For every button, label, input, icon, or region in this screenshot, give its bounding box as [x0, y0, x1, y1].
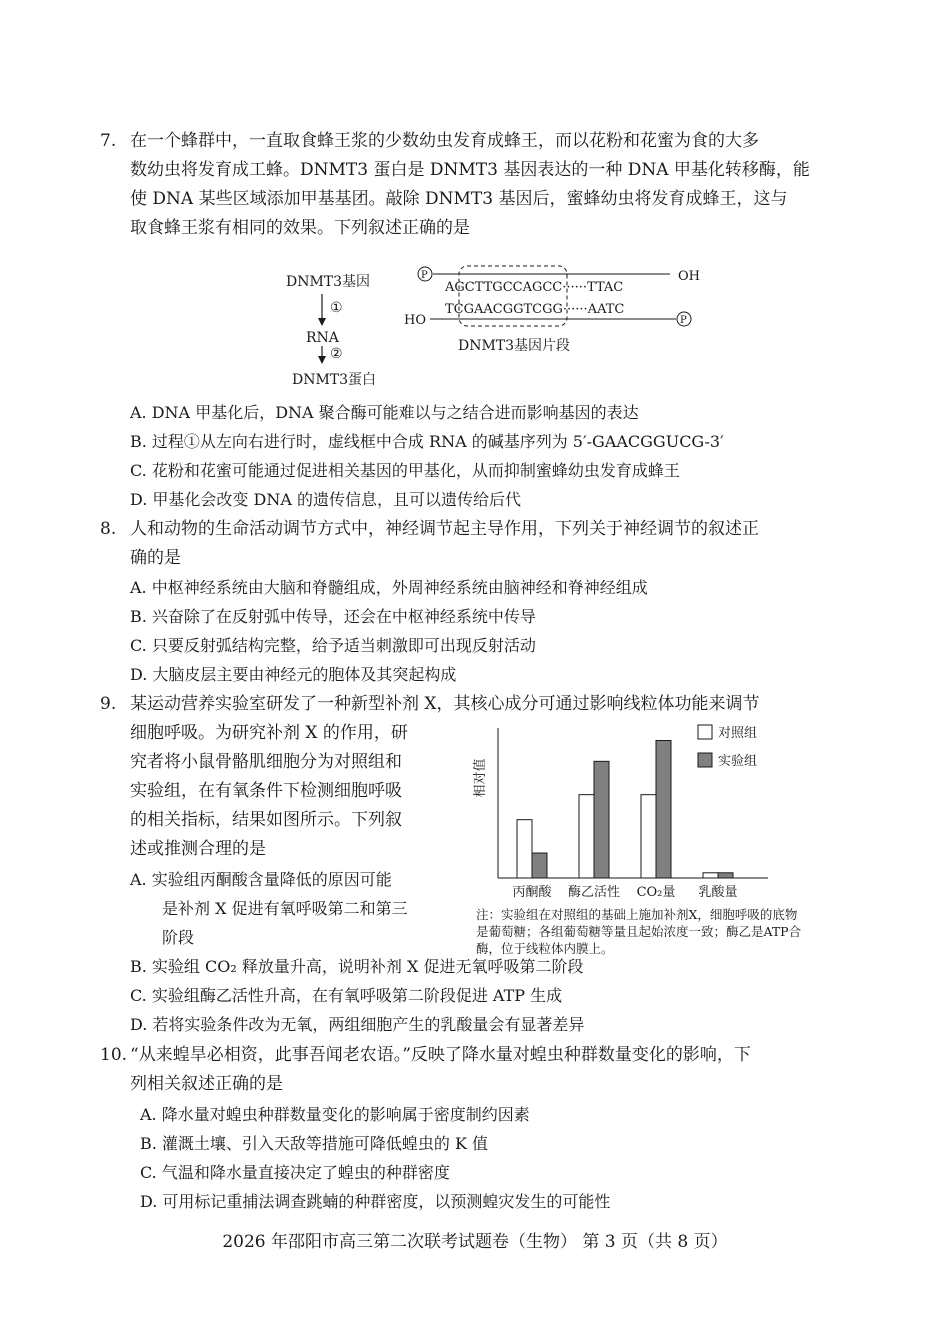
q9-stem-line: 究者将小鼠骨骼肌细胞分为对照组和	[130, 752, 402, 772]
q7-stem-line: 取食蜂王浆有相同的效果。下列叙述正确的是	[130, 218, 470, 238]
q9-option-d: D. 若将实验条件改为无氧，两组细胞产生的乳酸量会有显著差异	[130, 1015, 585, 1034]
dashed-box	[459, 266, 567, 326]
q10-option-a: A. 降水量对蝗虫种群数量变化的影响属于密度制约因素	[140, 1105, 530, 1124]
q9-stem-line: 某运动营养实验室研发了一种新型补剂 X，其核心成分可通过影响线粒体功能来调节	[130, 694, 760, 714]
q9-stem-line: 的相关指标，结果如图所示。下列叙	[130, 810, 402, 830]
q7-number: 7.	[100, 131, 117, 151]
legend-label-control: 对照组	[718, 726, 758, 741]
page-footer: 2026 年邵阳市高三第二次联考试题卷（生物） 第 3 页（共 8 页）	[222, 1232, 728, 1252]
bar-experiment-2	[656, 741, 671, 879]
q8-stem-line: 人和动物的生命活动调节方式中，神经调节起主导作用，下列关于神经调节的叙述正	[130, 519, 759, 539]
bar-control-3	[703, 873, 718, 878]
q9-option-b: B. 实验组 CO₂ 释放量升高，说明补剂 X 促进无氧呼吸第二阶段	[130, 957, 584, 976]
bar-control-2	[641, 795, 656, 878]
q8-stem-line: 确的是	[130, 548, 181, 568]
q9-option-a: A. 实验组丙酮酸含量降低的原因可能	[130, 870, 392, 889]
q8-option-d: D. 大脑皮层主要由神经元的胞体及其突起构成	[130, 665, 457, 684]
strand-bottom-sequence: TCGAACGGTCGG······AATC	[445, 302, 625, 317]
x-tick-label: 乳酸量	[698, 885, 738, 900]
strand-top-sequence: AGCTTGCCAGCC······TTAC	[445, 280, 624, 295]
figure-caption: DNMT3基因片段	[458, 338, 571, 354]
x-tick-label: 丙酮酸	[512, 885, 552, 900]
figure-protein-label: DNMT3蛋白	[292, 372, 377, 388]
q10-option-c: C. 气温和降水量直接决定了蝗虫的种群密度	[140, 1163, 450, 1182]
bar-experiment-1	[594, 761, 609, 878]
q9-option-a-cont: 阶段	[162, 928, 195, 947]
chart-note-line: 是葡萄糖；各组葡萄糖等量且起始浓度一致；酶乙是ATP合	[476, 924, 802, 939]
phosphate-top: P	[421, 270, 428, 281]
q10-option-d: D. 可用标记重捕法调查跳蝻的种群密度，以预测蝗灾发生的可能性	[140, 1192, 611, 1211]
q7-stem-line: 在一个蜂群中，一直取食蜂王浆的少数幼虫发育成蜂王，而以花粉和花蜜为食的大多	[130, 131, 759, 151]
chart-note-line: 酶，位于线粒体内膜上。	[476, 941, 614, 956]
q7-option-d: D. 甲基化会改变 DNA 的遗传信息，且可以遗传给后代	[130, 490, 521, 509]
legend-swatch-control	[698, 725, 712, 739]
chart-note-line: 注：实验组在对照组的基础上施加补剂X，细胞呼吸的底物	[476, 907, 798, 922]
figure-gene-label: DNMT3基因	[286, 274, 371, 290]
x-tick-label: CO₂量	[636, 885, 676, 900]
q7-stem-line: 使 DNA 某些区域添加甲基基团。敲除 DNMT3 基因后，蜜蜂幼虫将发育成蜂王，这与	[130, 189, 788, 209]
bar-control-0	[517, 820, 532, 878]
respiration-bar-chart	[466, 718, 866, 908]
chart-ylabel: 相对值	[473, 758, 488, 798]
x-tick-label: 酶乙活性	[567, 885, 621, 900]
figure-step1: ①	[330, 300, 343, 316]
q7-option-c: C. 花粉和花蜜可能通过促进相关基因的甲基化，从而抑制蜜蜂幼虫发育成蜂王	[130, 461, 680, 480]
q8-option-c: C. 只要反射弧结构完整，给予适当刺激即可出现反射活动	[130, 636, 536, 655]
bar-control-1	[579, 795, 594, 878]
dnmt3-figure	[280, 262, 720, 392]
oh-label: OH	[678, 269, 700, 284]
q7-option-a: A. DNA 甲基化后，DNA 聚合酶可能难以与之结合进而影响基因的表达	[130, 403, 639, 422]
q7-option-b: B. 过程①从左向右进行时，虚线框中合成 RNA 的碱基序列为 5′-GAACGGUCG-3′	[130, 432, 724, 451]
q8-number: 8.	[100, 519, 117, 539]
ho-label: HO	[404, 313, 426, 328]
q8-option-b: B. 兴奋除了在反射弧中传导，还会在中枢神经系统中传导	[130, 607, 536, 626]
bar-experiment-0	[532, 853, 547, 878]
legend-swatch-experiment	[698, 753, 712, 767]
q10-option-b: B. 灌溉土壤、引入天敌等措施可降低蝗虫的 K 值	[140, 1134, 489, 1153]
q10-stem-line: 列相关叙述正确的是	[130, 1074, 283, 1094]
figure-step2: ②	[330, 346, 343, 362]
legend-label-experiment: 实验组	[718, 754, 758, 769]
bar-experiment-3	[718, 873, 733, 878]
q9-number: 9.	[100, 694, 117, 714]
q9-option-a-cont: 是补剂 X 促进有氧呼吸第二和第三	[162, 899, 408, 918]
q9-option-c: C. 实验组酶乙活性升高，在有氧呼吸第二阶段促进 ATP 生成	[130, 986, 563, 1005]
q9-stem-line: 实验组，在有氧条件下检测细胞呼吸	[130, 781, 402, 801]
q10-stem-line: “从来蝗旱必相资，此事吾闻老农语。”反映了降水量对蝗虫种群数量变化的影响，下	[130, 1045, 751, 1065]
q10-number: 10.	[100, 1045, 128, 1065]
q9-stem-line: 细胞呼吸。为研究补剂 X 的作用，研	[130, 723, 408, 743]
q7-stem-line: 数幼虫将发育成工蜂。DNMT3 蛋白是 DNMT3 基因表达的一种 DNA 甲基化转移酶，能	[130, 160, 810, 180]
phosphate-bottom: P	[680, 315, 687, 326]
q9-stem-line: 述或推测合理的是	[130, 839, 266, 859]
figure-rna-label: RNA	[306, 330, 339, 346]
q8-option-a: A. 中枢神经系统由大脑和脊髓组成，外周神经系统由脑神经和脊神经组成	[130, 578, 648, 597]
